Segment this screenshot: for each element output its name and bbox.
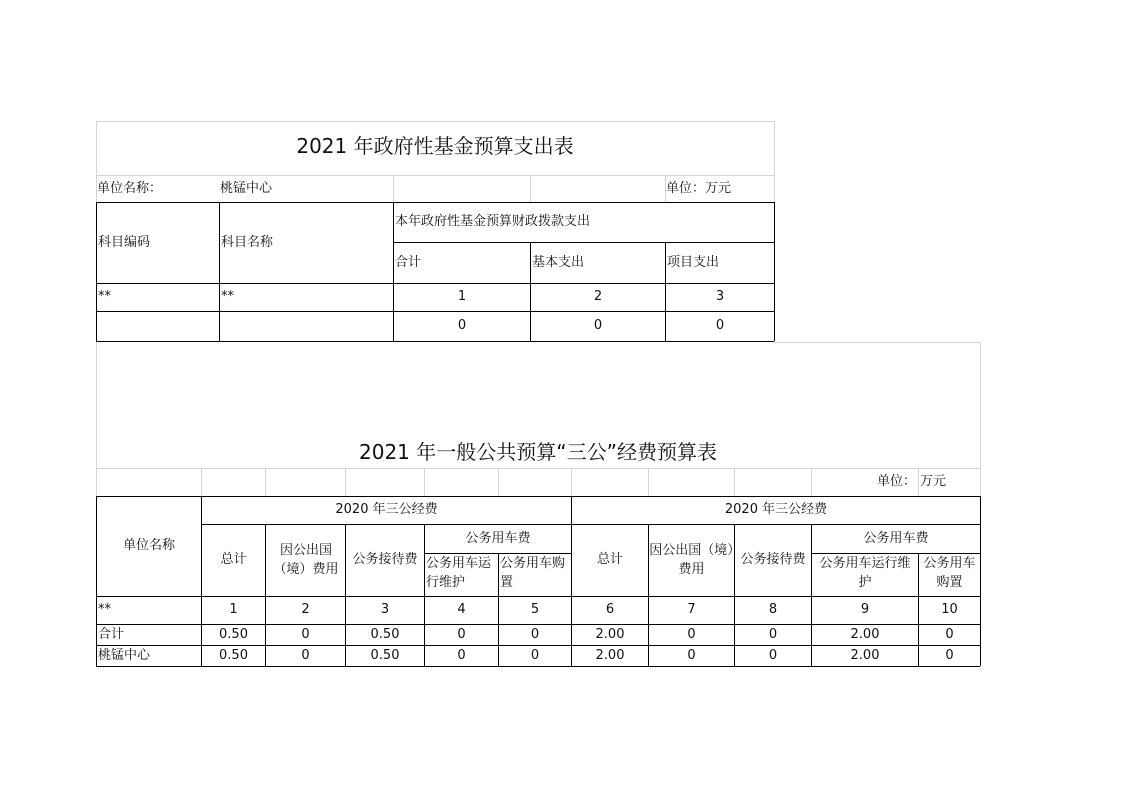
table2-cell: 1 xyxy=(229,602,238,618)
table2-cell: 0.50 xyxy=(219,626,248,642)
table2-cell: 0 xyxy=(530,647,540,663)
col-total: 合计 xyxy=(395,254,422,270)
col-subject-code: 科目编码 xyxy=(98,234,151,250)
table1-data-cell: 0 xyxy=(457,318,467,334)
table1-index-cell: 1 xyxy=(457,289,467,305)
table2-cell: 0.50 xyxy=(370,626,400,642)
unit-label: 单位：万元 xyxy=(666,180,732,196)
table1-index-cell: 2 xyxy=(593,289,603,305)
table2-cell: 0 xyxy=(687,626,696,642)
table2-cell: 5 xyxy=(530,602,540,618)
table2-unit-value: 万元 xyxy=(920,474,947,490)
table2-cell: 6 xyxy=(605,602,615,618)
table2-cell: 4 xyxy=(457,602,466,618)
unit-name-value: 桃锰中心 xyxy=(220,180,273,196)
table2-row-label: 桃锰中心 xyxy=(98,647,151,663)
table2-cell: 2.00 xyxy=(850,647,880,663)
table2-cell: 10 xyxy=(941,602,958,618)
table2-cell: 2.00 xyxy=(850,626,880,642)
table2-cell: 2 xyxy=(301,602,310,618)
table1-data-cell xyxy=(97,312,219,341)
col-unit-name: 单位名称 xyxy=(122,538,175,554)
table2-cell: 3 xyxy=(380,602,390,618)
table2-cell: 0 xyxy=(945,626,954,642)
table1-data-cell xyxy=(220,312,393,341)
table2-cell: 0 xyxy=(457,626,466,642)
col-header-left: 公务用车购置 xyxy=(500,556,566,590)
table2-cell: 0.50 xyxy=(219,647,248,663)
table1-index-cell: ** xyxy=(221,289,234,305)
table2-cell: 0 xyxy=(768,626,778,642)
table2-cell: 2.00 xyxy=(595,626,625,642)
table2-cell: 0 xyxy=(301,647,310,663)
col-header-left: 公务用车运行维护 xyxy=(426,556,492,590)
table2-row-label: 合计 xyxy=(98,626,125,642)
table2-cell: 8 xyxy=(768,602,778,618)
table2-cell: 0 xyxy=(301,626,310,642)
table2-cell: 0 xyxy=(687,647,696,663)
col-basic: 基本支出 xyxy=(532,254,585,270)
table2-cell: 0 xyxy=(768,647,778,663)
car-group-right: 公务用车费 xyxy=(863,530,929,546)
col-subject-name: 科目名称 xyxy=(221,234,274,250)
group-header-fund: 本年政府性基金预算财政拨款支出 xyxy=(395,214,591,230)
col-project: 项目支出 xyxy=(667,254,720,270)
group-three-public-right: 2020 年三公经费 xyxy=(724,502,828,518)
table1-data-cell: 0 xyxy=(715,318,725,334)
table2-row-label: ** xyxy=(98,602,111,618)
col-header-right: 公务用车购置 xyxy=(923,556,976,590)
table1-data-cell: 0 xyxy=(593,318,603,334)
table2-cell: 2.00 xyxy=(595,647,625,663)
group-three-public-left: 2020 年三公经费 xyxy=(335,502,438,518)
table2-cell: 7 xyxy=(687,602,696,618)
car-group-left: 公务用车费 xyxy=(465,530,531,546)
table2-cell: 0 xyxy=(530,626,540,642)
unit-name-label: 单位名称： xyxy=(97,180,163,196)
table2-cell: 9 xyxy=(860,602,870,618)
col-header-right: 公务用车运行维护 xyxy=(819,556,911,590)
table1-index-cell: ** xyxy=(98,289,111,305)
table2-cell: 0.50 xyxy=(370,647,400,663)
table2-cell: 0 xyxy=(457,647,466,663)
table2-cell: 0 xyxy=(945,647,954,663)
table2-unit-label: 单位： xyxy=(876,474,916,490)
col-header-right: 因公出国（境）费用 xyxy=(649,542,734,577)
table1-title: 2021 年政府性基金预算支出表 xyxy=(296,134,574,158)
table1-index-cell: 3 xyxy=(715,289,725,305)
col-header-left: 总计 xyxy=(220,552,247,568)
col-header-left: 因公出国（境）费用 xyxy=(273,542,339,577)
col-header-left: 公务接待费 xyxy=(352,552,418,568)
table2-title: 2021 年一般公共预算“三公”经费预算表 xyxy=(359,440,717,464)
col-header-right: 公务接待费 xyxy=(740,552,806,568)
col-header-right: 总计 xyxy=(596,552,623,568)
